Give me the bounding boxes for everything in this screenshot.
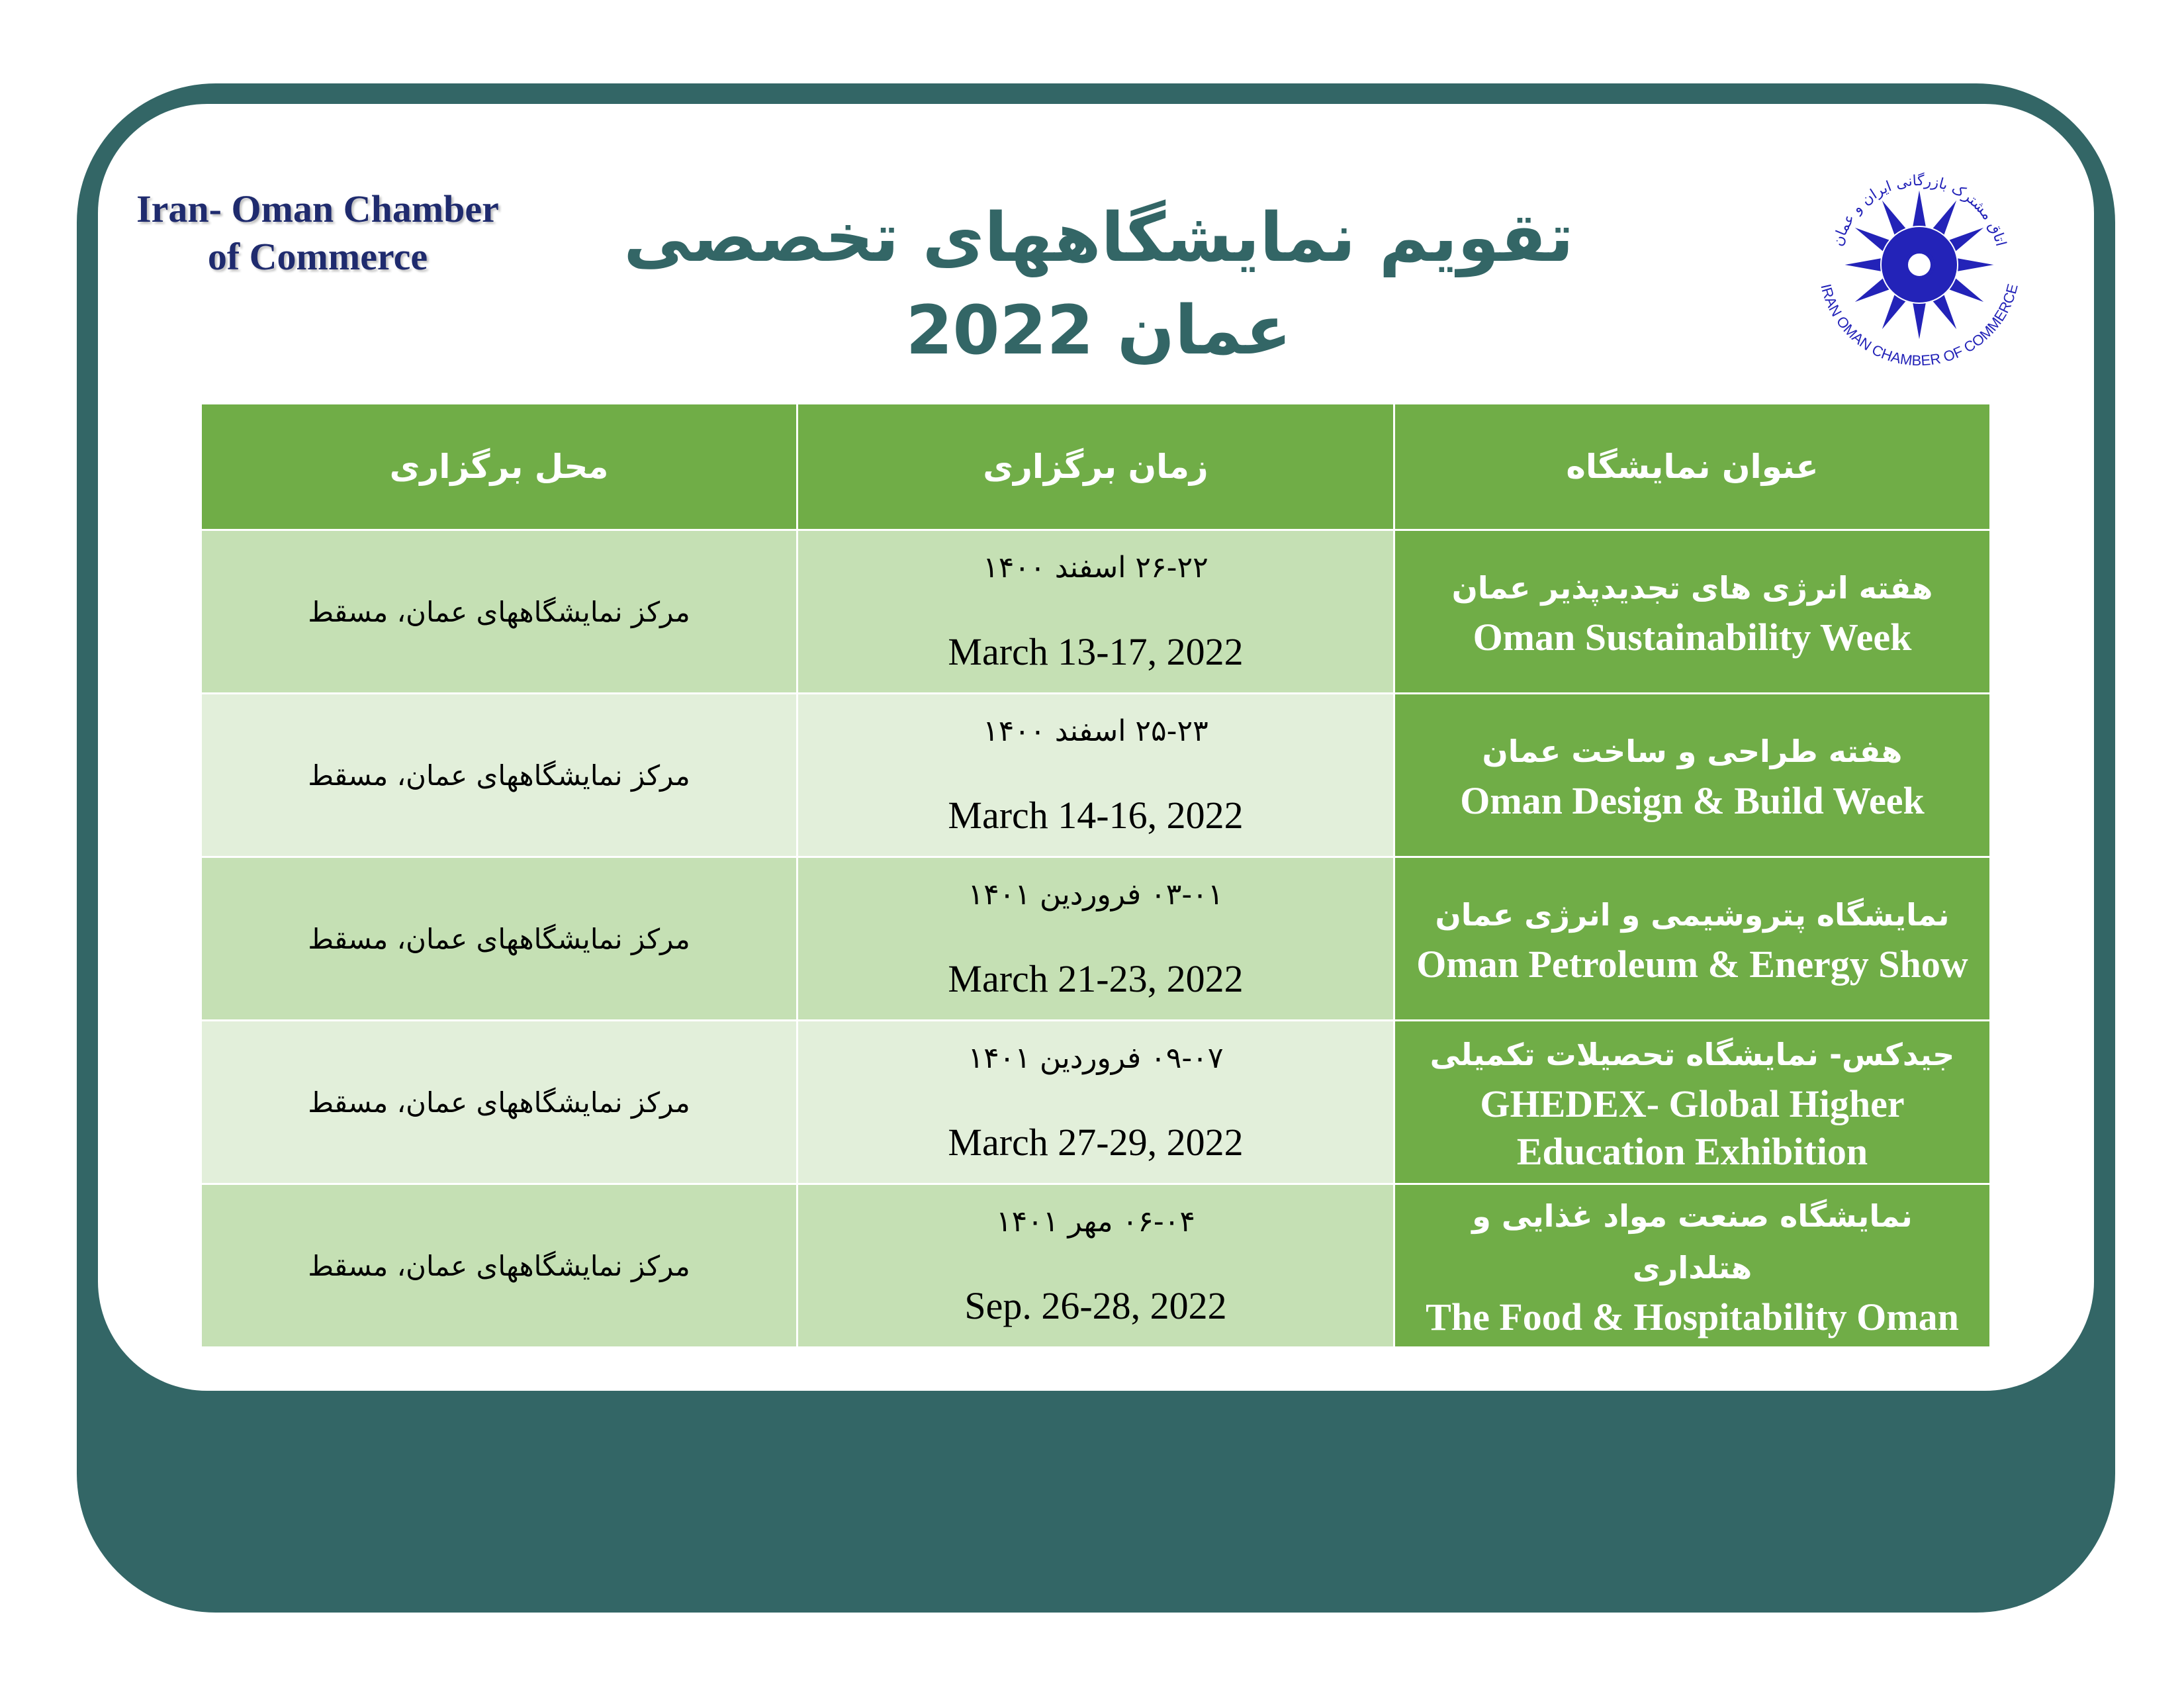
date-persian: ۰۶-۰۴ مهر ۱۴۰۱ (995, 1205, 1196, 1239)
org-name (99, 185, 536, 281)
date-persian: ۲۶-۲۲ اسفند ۱۴۰۰ (983, 551, 1208, 585)
venue-cell (201, 1021, 797, 1184)
exhibition-name-english: Oman Design & Build Week (1460, 779, 1925, 822)
exhibition-name-cell (1394, 857, 1991, 1021)
date-english: March 21-23, 2022 (948, 957, 1244, 1000)
exhibition-calendar-table (200, 402, 1991, 1348)
table-row (201, 1021, 1991, 1184)
header-title: عنوان نمایشگاه (1394, 404, 1991, 530)
exhibition-name-english: Oman Sustainability Week (1473, 616, 1912, 659)
date-persian: ۰۹-۰۷ فروردین ۱۴۰۱ (968, 1041, 1224, 1075)
exhibition-name-english: GHEDEX- Global Higher Education Exhibition (1480, 1082, 1905, 1173)
exhibition-name-persian: هفته طراحی و ساخت عمان (1482, 733, 1903, 769)
date-persian: ۰۳-۰۱ فروردین ۱۴۰۱ (968, 878, 1224, 912)
exhibition-name-cell (1394, 1021, 1991, 1184)
exhibition-name-persian: نمایشگاه صنعت مواد غذایی و هتلداری (1472, 1198, 1913, 1286)
exhibition-name-english: Oman Petroleum & Energy Show (1416, 943, 1968, 986)
exhibition-name-persian: هفته انرژی های تجدیدپذیر عمان (1451, 570, 1933, 606)
date-cell (797, 530, 1394, 694)
table-header-row (201, 404, 1991, 530)
exhibition-name-english: The Food & Hospitability Oman (1426, 1295, 1959, 1338)
logo-text-top: اتاق مشترک بازرگانی ایران و عمان (1829, 172, 2009, 248)
date-english: March 27-29, 2022 (948, 1121, 1244, 1164)
header-date: زمان برگزاری (797, 404, 1394, 530)
date-cell (797, 857, 1394, 1021)
table-row (201, 1184, 1991, 1348)
chamber-logo (1787, 132, 2052, 397)
date-cell (797, 1184, 1394, 1348)
venue-text: مرکز نمایشگاههای عمان، مسقط (308, 922, 690, 955)
date-english: March 14-16, 2022 (948, 794, 1244, 837)
venue-text: مرکز نمایشگاههای عمان، مسقط (308, 1086, 690, 1119)
table-row (201, 530, 1991, 694)
exhibition-name-persian: نمایشگاه پتروشیمی و انرژی عمان (1435, 897, 1950, 933)
venue-cell (201, 694, 797, 857)
table-row (201, 694, 1991, 857)
org-name-line2: of Commerce (207, 235, 428, 278)
table-row (201, 857, 1991, 1021)
exhibition-name-cell (1394, 530, 1991, 694)
date-cell (797, 1021, 1394, 1184)
exhibition-name-cell (1394, 694, 1991, 857)
venue-text: مرکز نمایشگاههای عمان، مسقط (308, 595, 690, 628)
logo-text-bottom: IRAN OMAN CHAMBER OF COMMERCE (1817, 282, 2021, 369)
date-cell (797, 694, 1394, 857)
exhibition-name-cell (1394, 1184, 1991, 1348)
venue-cell (201, 530, 797, 694)
exhibition-name-persian: جیدکس- نمایشگاه تحصیلات تکمیلی (1430, 1037, 1955, 1072)
venue-cell (201, 857, 797, 1021)
date-english: Sep. 26-28, 2022 (964, 1284, 1227, 1327)
header-venue: محل برگزاری (201, 404, 797, 530)
org-name-line1: Iran- Oman Chamber (136, 187, 499, 230)
date-english: March 13-17, 2022 (948, 630, 1244, 673)
venue-cell (201, 1184, 797, 1348)
venue-text: مرکز نمایشگاههای عمان، مسقط (308, 759, 690, 792)
venue-text: مرکز نمایشگاههای عمان، مسقط (308, 1249, 690, 1282)
page-title: تقویم نمایشگاههای تخصصی عمان 2022 (623, 199, 1574, 370)
date-persian: ۲۵-۲۳ اسفند ۱۴۰۰ (983, 714, 1208, 748)
